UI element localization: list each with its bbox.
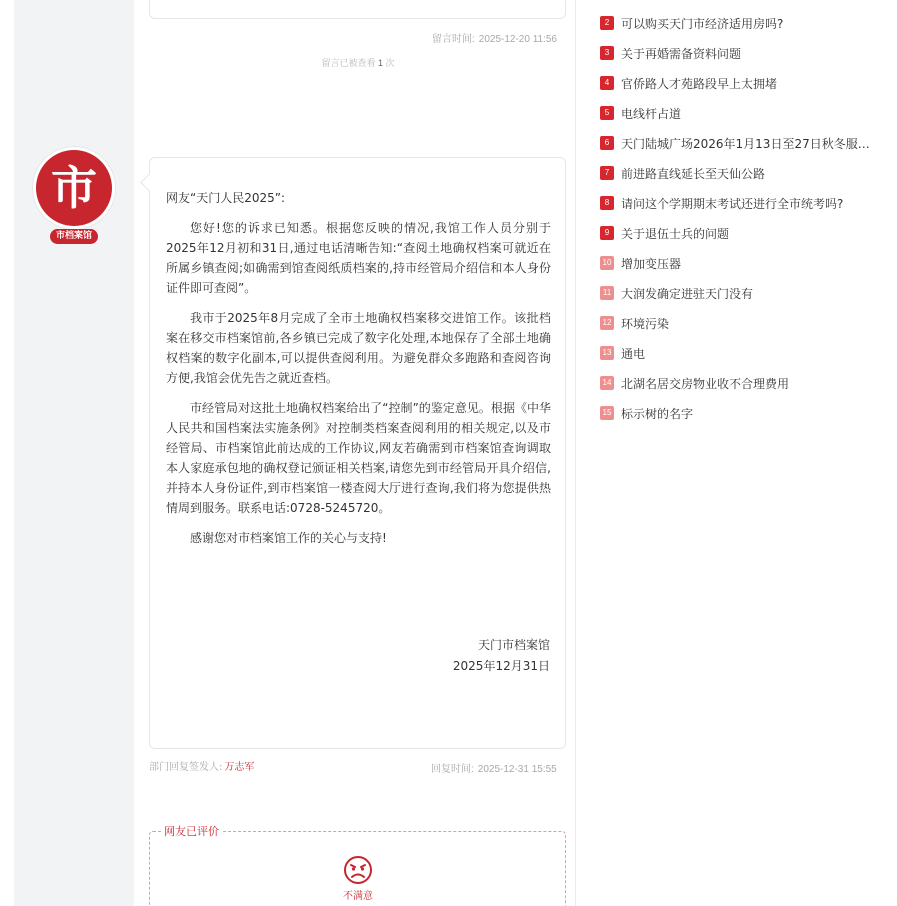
rank-number-badge: 3 xyxy=(600,46,614,60)
rank-number-badge: 4 xyxy=(600,76,614,90)
column-divider xyxy=(575,0,576,906)
hot-topic-item[interactable] xyxy=(600,308,890,338)
hot-topic-link[interactable]: 官侨路人才苑路段早上太拥堵 xyxy=(621,76,778,91)
hot-topic-item[interactable] xyxy=(600,218,890,248)
department-signer xyxy=(149,758,254,773)
hot-topic-link[interactable]: 关于再婚需备资料问题 xyxy=(621,46,742,61)
hot-topic-item[interactable] xyxy=(600,188,890,218)
hot-topic-item[interactable] xyxy=(600,338,890,368)
hot-topic-link[interactable]: 增加变压器 xyxy=(621,256,682,271)
message-time-label: 留言时间: xyxy=(432,34,475,45)
view-count xyxy=(300,56,416,69)
hot-topic-item[interactable] xyxy=(600,68,890,98)
hot-topic-link[interactable]: 电线杆占道 xyxy=(621,106,682,121)
rank-number-badge: 7 xyxy=(600,166,614,180)
reply-time-label: 回复时间: xyxy=(431,764,474,775)
signature-date: 2025年12月31日 xyxy=(452,659,550,673)
rank-number-badge: 14 xyxy=(600,376,614,390)
hot-topic-item[interactable] xyxy=(600,368,890,398)
hot-topic-link[interactable]: 关于退伍士兵的问题 xyxy=(621,226,730,241)
responder-badge: 市档案馆 xyxy=(50,229,98,244)
reply-paragraph: 我市于2025年8月完成了全市土地确权档案移交进馆工作。该批档案在移交市档案馆前,各乡镇已完成了数字化处理,本地保存了全部土地确权档案的数字化副本,可以提供查阅利用。为避免群众多跑路和查阅咨询方便,我馆会优先告之就近查档。 xyxy=(166,311,551,385)
reply-greeting: 网友“天门人民2025”: xyxy=(166,191,286,205)
hot-topic-link[interactable]: 环境污染 xyxy=(621,316,670,331)
hot-topic-item[interactable] xyxy=(600,8,890,38)
signer-name: 万志军 xyxy=(224,762,255,773)
avatar-char: 市 xyxy=(51,161,97,215)
hot-topic-link[interactable]: 请问这个学期期末考试还进行全市统考吗? xyxy=(621,196,844,211)
hot-topic-item[interactable] xyxy=(600,98,890,128)
responder-avatar xyxy=(36,150,112,226)
hot-topic-item[interactable] xyxy=(600,38,890,68)
hot-topic-link[interactable]: 天门陆城广场2026年1月13日至27日秋冬服装... xyxy=(621,136,881,151)
hot-topic-link[interactable]: 标示树的名字 xyxy=(621,406,694,421)
message-time-value: 2025-12-20 11:56 xyxy=(478,34,557,45)
rank-number-badge: 5 xyxy=(600,106,614,120)
rank-number-badge: 2 xyxy=(600,16,614,30)
view-count-number: 1 xyxy=(377,58,383,68)
left-gutter xyxy=(14,0,134,906)
hot-topics-list xyxy=(600,8,890,428)
view-count-prefix: 留言已被查看 xyxy=(321,58,376,68)
hot-topic-link[interactable]: 北湖名居交房物业收不合理费用 xyxy=(621,376,790,391)
signer-label: 部门回复签发人: xyxy=(149,762,223,773)
rank-number-badge: 13 xyxy=(600,346,614,360)
rank-number-badge: 10 xyxy=(600,256,614,270)
reply-paragraph: 您好!您的诉求已知悉。根据您反映的情况,我馆工作人员分别于2025年12月初和31日,通过电话清晰告知:“查阅土地确权档案可就近在所属乡镇查阅;如确需到馆查阅纸质档案的,持市经管局介绍信和本人身份证件即可查阅”。 xyxy=(166,221,551,295)
evaluation-box xyxy=(149,825,566,906)
previous-message-card xyxy=(149,0,566,19)
view-count-suffix: 次 xyxy=(385,58,395,68)
reply-card xyxy=(149,157,566,749)
reply-paragraph: 市经管局对这批土地确权档案给出了“控制”的鉴定意见。根据《中华人民共和国档案法实施条例》对控制类档案查阅利用的相关规定,以及市经管局、市档案馆此前达成的工作协议,网友若确需到市档案馆查询调取本人家庭承包地的确权登记颁证相关档案,请您先到市经管局开具介绍信,并持本人身份证件,到市档案馆一楼查阅大厅进行查询,我们将为您提供热情周到服务。联系电话:0728-5245720。 xyxy=(166,401,551,515)
rank-number-badge: 9 xyxy=(600,226,614,240)
rank-number-badge: 8 xyxy=(600,196,614,210)
reply-body xyxy=(166,188,551,558)
signature-org: 天门市档案馆 xyxy=(477,638,550,652)
hot-topic-link[interactable]: 前进路直线延长至天仙公路 xyxy=(621,166,766,181)
reply-time xyxy=(431,760,557,775)
hot-topic-item[interactable] xyxy=(600,128,890,158)
rank-number-badge: 15 xyxy=(600,406,614,420)
hot-topic-item[interactable] xyxy=(600,158,890,188)
rank-number-badge: 6 xyxy=(600,136,614,150)
reply-paragraph: 感谢您对市档案馆工作的关心与支持! xyxy=(190,531,387,545)
hot-topic-item[interactable] xyxy=(600,248,890,278)
reply-time-value: 2025-12-31 15:55 xyxy=(477,764,557,775)
hot-topic-link[interactable]: 大润发确定进驻天门没有 xyxy=(621,286,754,301)
rank-number-badge: 11 xyxy=(600,286,614,300)
hot-topic-link[interactable]: 通电 xyxy=(621,346,646,361)
message-time xyxy=(432,30,557,45)
hot-topic-item[interactable] xyxy=(600,398,890,428)
rank-number-badge: 12 xyxy=(600,316,614,330)
hot-topic-item[interactable] xyxy=(600,278,890,308)
evaluation-legend: 网友已评价 xyxy=(161,825,222,838)
evaluation-result: 不满意 xyxy=(343,891,373,902)
frown-face-icon xyxy=(343,855,373,885)
hot-topic-link[interactable]: 可以购买天门市经济适用房吗? xyxy=(621,16,784,31)
